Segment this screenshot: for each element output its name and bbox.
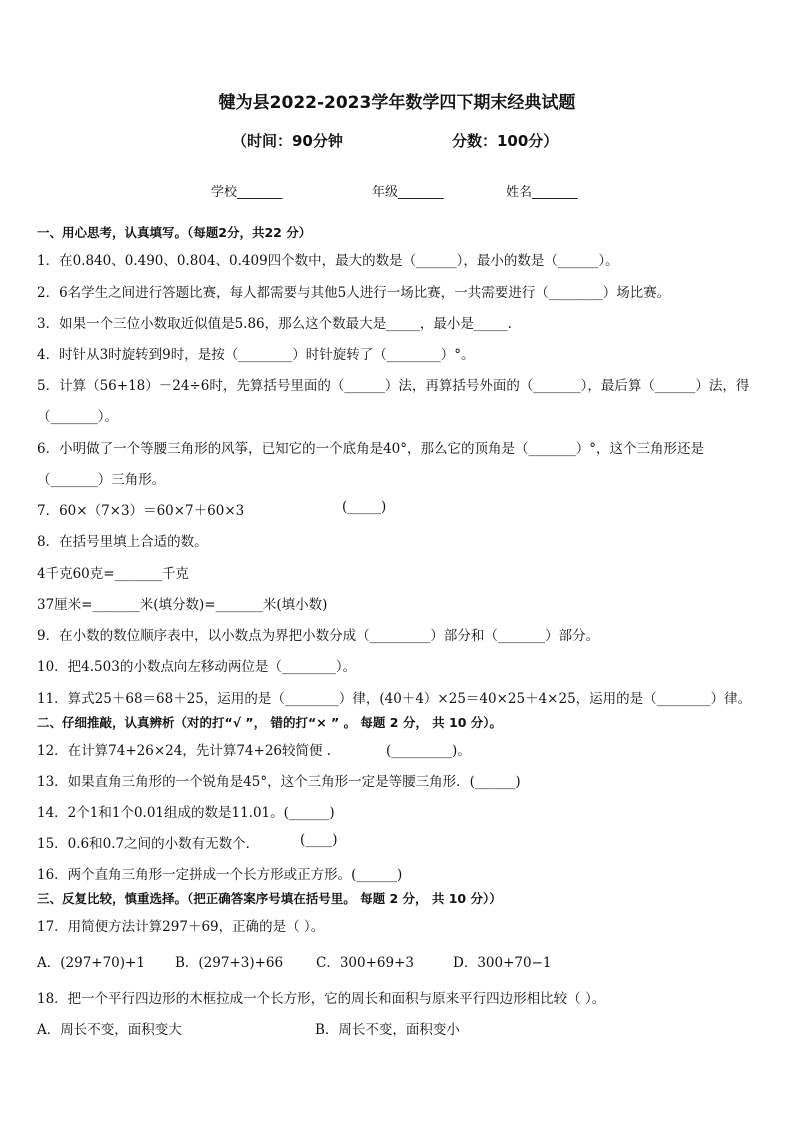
question-16: 16．两个直角三角形一定拼成一个长方形或正方形。(______) (37, 867, 403, 883)
question-17-option-d: D．300+70−1 (453, 955, 552, 971)
question-17-option-a: A．(297+70)+1 (37, 955, 145, 971)
question-13: 13．如果直角三角形的一个锐角是45°，这个三角形一定是等腰三角形．(______) (37, 774, 521, 790)
question-6-line-1: 6．小明做了一个等腰三角形的风筝，已知它的一个底角是40°，那么它的顶角是（_______）°，这个三角形还是 (37, 441, 705, 457)
question-1: 1．在0.840、0.490、0.804、0.409四个数中，最大的数是（______），最小的数是（______）。 (37, 253, 619, 269)
question-8-part-b: 37厘米=_______米(填分数)=_______米(填小数) (37, 597, 328, 613)
name-field: 姓名_______ (506, 185, 578, 200)
question-12-blank: (_________)。 (386, 743, 471, 759)
question-18-option-b: B．周长不变，面积变小 (315, 1022, 460, 1038)
question-8: 8．在括号里填上合适的数。 (37, 534, 208, 550)
question-15: 15．0.6和0.7之间的小数有无数个． (37, 836, 260, 852)
question-3: 3．如果一个三位小数取近似值是5.86，那么这个数最大是_____，最小是_____. (37, 316, 512, 332)
grade-field: 年级_______ (372, 185, 444, 200)
question-5-line-1: 5．计算（56+18）－24÷6时，先算括号里面的（______）法，再算括号外面的（_______），最后算（______）法，得 (37, 378, 750, 394)
question-10: 10．把4.503的小数点向左移动两位是（________）。 (37, 659, 357, 675)
question-15-blank: (____) (300, 832, 338, 848)
section-2-heading: 二、仔细推敲，认真辨析（对的打“√ ”， 错的打“× ” 。 每题 2 分， 共 10 分）。 (37, 715, 503, 730)
question-17: 17．用简便方法计算297＋69，正确的是（ ）。 (37, 919, 325, 935)
question-6-line-2: （_______）三角形。 (37, 472, 166, 488)
question-18-option-a: A．周长不变，面积变大 (37, 1022, 182, 1038)
exam-score: 分数：100分） (452, 132, 559, 150)
question-2: 2．6名学生之间进行答题比赛，每人都需要与其他5人进行一场比赛，一共需要进行（________）场比赛。 (37, 285, 671, 301)
question-11: 11．算式25＋68＝68＋25，运用的是（________）律，(40＋4）×25＝40×25＋4×25，运用的是（________）律。 (37, 691, 752, 707)
page-title: 犍为县2022-2023学年数学四下期末经典试题 (218, 93, 576, 113)
question-17-option-b: B．(297+3)+66 (175, 955, 284, 971)
question-7-blank: (_____) (342, 499, 387, 515)
section-1-heading: 一、用心思考，认真填写。（每题2分，共22 分） (37, 225, 312, 240)
exam-time: （时间：90分钟 (232, 132, 343, 150)
question-7: 7．60×（7×3）＝60×7＋60×3 (37, 503, 245, 519)
question-17-option-c: C．300+69+3 (316, 955, 414, 971)
question-12: 12．在计算74+26×24，先计算74+26较简便 . (37, 743, 332, 759)
section-3-heading: 三、反复比较，慎重选择。（把正确答案序号填在括号里。 每题 2 分， 共 10 分）） (37, 891, 502, 906)
question-8-part-a: 4千克60克=_______千克 (37, 566, 189, 582)
question-4: 4．时针从3时旋转到9时，是按（________）时针旋转了（________）°。 (37, 347, 475, 363)
school-field: 学校_______ (211, 185, 283, 200)
question-14: 14．2个1和1个0.01组成的数是11.01。(______) (37, 805, 335, 821)
question-5-line-2: （_______）。 (37, 409, 118, 425)
question-18: 18．把一个平行四边形的木框拉成一个长方形，它的周长和面积与原来平行四边形相比较（ ）。 (37, 991, 606, 1007)
question-9: 9．在小数的数位顺序表中，以小数点为界把小数分成（_________）部分和（_______）部分。 (37, 628, 600, 644)
